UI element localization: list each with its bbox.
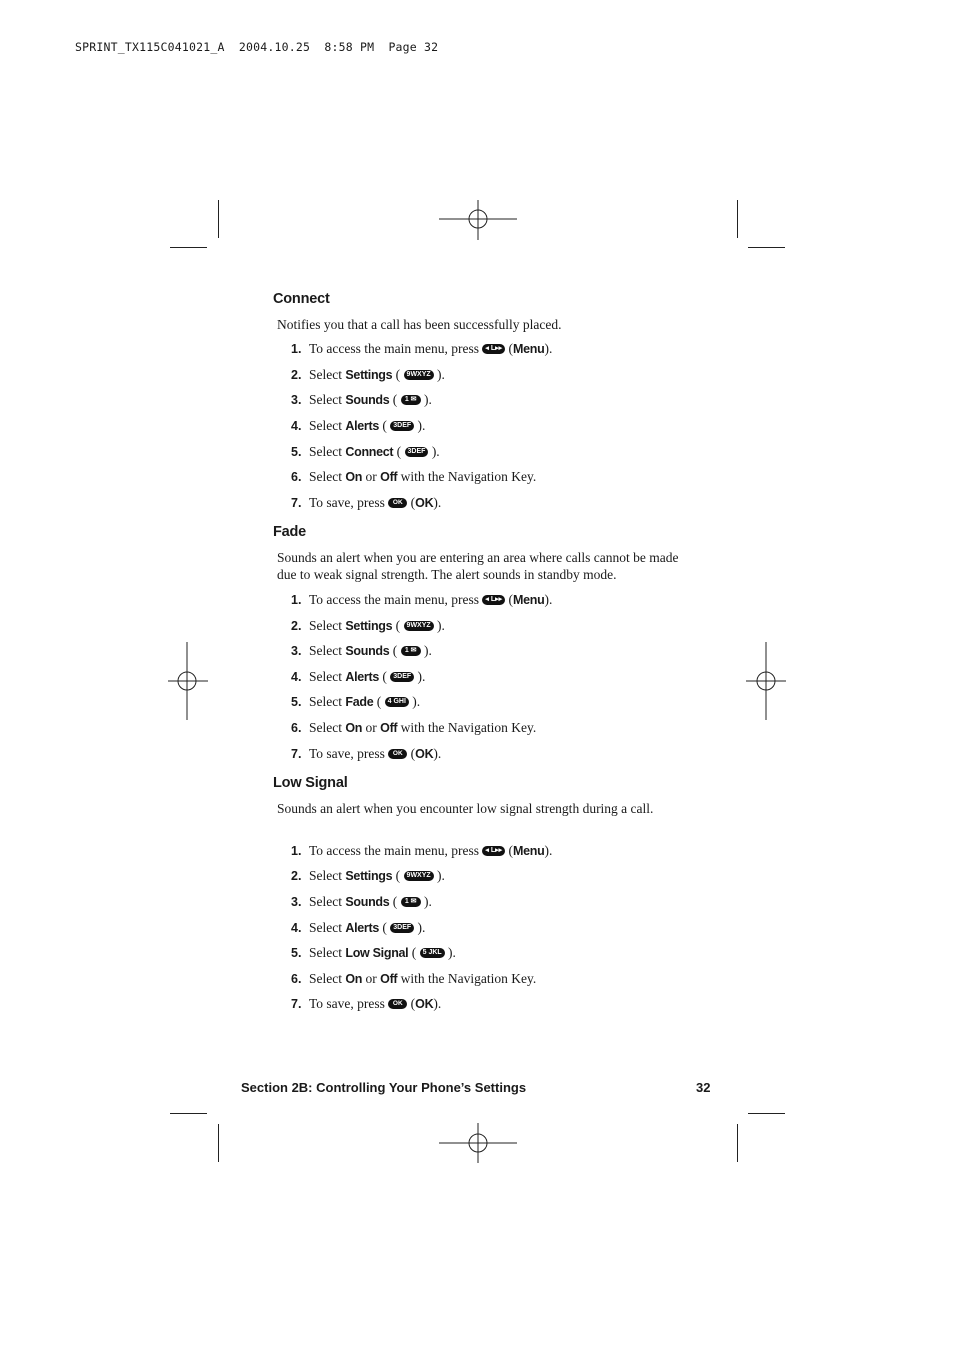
step-text: or — [362, 469, 381, 484]
instruction-step — [291, 392, 432, 408]
key-icon: 1 ✉ — [401, 646, 421, 656]
section-description: Notifies you that a call has been successfully placed. — [277, 317, 562, 332]
step-text: Select — [309, 392, 346, 407]
step-text: Select — [309, 643, 346, 658]
menu-option-label: Fade — [345, 695, 374, 709]
step-text: ). — [544, 341, 553, 356]
step-text: ). — [420, 392, 432, 407]
step-text: ( — [379, 920, 391, 935]
step-text: To access the main menu, press — [309, 341, 483, 356]
step-text: ). — [414, 418, 426, 433]
step-number: 2. — [291, 619, 302, 633]
key-icon: 3DEF — [390, 672, 414, 682]
step-text: ). — [433, 996, 442, 1011]
step-number: 7. — [291, 496, 302, 510]
softkey-label: OK — [415, 747, 434, 761]
section-heading: Connect — [273, 291, 330, 307]
step-text: or — [362, 971, 381, 986]
crop-mark — [737, 1124, 738, 1162]
step-number: 3. — [291, 393, 302, 407]
menu-option-label: Off — [380, 972, 398, 986]
registration-mark-icon — [439, 200, 517, 240]
menu-option-label: Sounds — [345, 393, 390, 407]
softkey-label: Menu — [513, 844, 545, 858]
instruction-step — [291, 669, 425, 685]
step-text: ). — [444, 945, 456, 960]
step-number: 5. — [291, 946, 302, 960]
instruction-step — [291, 367, 445, 383]
menu-option-label: Off — [380, 470, 398, 484]
menu-option-label: Settings — [345, 869, 393, 883]
menu-option-label: On — [345, 972, 363, 986]
step-text: ( — [408, 945, 420, 960]
instruction-step — [291, 720, 536, 736]
instruction-step — [291, 920, 425, 936]
step-text: ). — [544, 592, 553, 607]
step-text: ( — [505, 341, 514, 356]
step-text: Select — [309, 618, 346, 633]
step-number: 3. — [291, 644, 302, 658]
step-text: Select — [309, 418, 346, 433]
menu-option-label: On — [345, 721, 363, 735]
step-text: Select — [309, 971, 346, 986]
step-text: ). — [433, 618, 445, 633]
crop-mark — [748, 1113, 785, 1114]
step-text: To save, press — [309, 495, 389, 510]
step-text: with the Navigation Key. — [397, 720, 537, 735]
step-text: ( — [373, 694, 385, 709]
crop-mark — [170, 1113, 207, 1114]
crop-mark — [748, 247, 785, 248]
step-text: ). — [544, 843, 553, 858]
step-text: Select — [309, 868, 346, 883]
key-icon: 1 ✉ — [401, 897, 421, 907]
step-text: Select — [309, 720, 346, 735]
step-text: ( — [393, 444, 405, 459]
crop-mark — [170, 247, 207, 248]
menu-option-label: Alerts — [345, 670, 380, 684]
softkey-label: Menu — [513, 593, 545, 607]
step-text: ( — [505, 843, 514, 858]
instruction-step — [291, 418, 425, 434]
menu-option-label: On — [345, 470, 363, 484]
step-text: ( — [407, 746, 416, 761]
step-number: 1. — [291, 593, 302, 607]
instruction-step — [291, 996, 441, 1012]
step-number: 2. — [291, 869, 302, 883]
step-text: ( — [407, 996, 416, 1011]
step-number: 6. — [291, 470, 302, 484]
step-number: 4. — [291, 921, 302, 935]
registration-mark-icon — [168, 642, 208, 720]
registration-mark-icon — [439, 1123, 517, 1163]
step-text: Select — [309, 469, 346, 484]
step-text: To access the main menu, press — [309, 843, 483, 858]
page-number: 32 — [696, 1080, 711, 1095]
key-icon: ◂ L▸▸ — [482, 595, 505, 605]
instruction-step — [291, 618, 445, 634]
instruction-step — [291, 469, 536, 485]
step-text: ). — [433, 746, 442, 761]
key-icon: ◂ L▸▸ — [482, 846, 505, 856]
footer-section-title: Section 2B: Controlling Your Phone’s Settings — [241, 1080, 527, 1095]
key-icon: 3DEF — [405, 447, 429, 457]
step-text: ). — [408, 694, 421, 709]
step-number: 1. — [291, 844, 302, 858]
step-text: Select — [309, 694, 346, 709]
section-heading: Fade — [273, 524, 307, 540]
menu-option-label: Sounds — [345, 644, 390, 658]
step-number: 2. — [291, 368, 302, 382]
step-text: ( — [392, 367, 404, 382]
menu-option-label: Off — [380, 721, 398, 735]
step-text: ). — [433, 495, 442, 510]
step-number: 5. — [291, 695, 302, 709]
instruction-step — [291, 592, 552, 608]
step-text: ( — [389, 643, 401, 658]
step-number: 3. — [291, 895, 302, 909]
step-text: To save, press — [309, 996, 389, 1011]
key-icon: 5 JKL — [420, 948, 445, 958]
step-text: ( — [505, 592, 514, 607]
step-text: Select — [309, 669, 346, 684]
step-number: 6. — [291, 721, 302, 735]
menu-option-label: Alerts — [345, 921, 380, 935]
section-heading: Low Signal — [273, 775, 348, 791]
step-text: ). — [414, 669, 426, 684]
menu-option-label: Connect — [345, 445, 394, 459]
step-text: ( — [392, 868, 404, 883]
step-text: To access the main menu, press — [309, 592, 483, 607]
print-slug: SPRINT_TX115C041021_A 2004.10.25 8:58 PM Page 32 — [75, 40, 439, 54]
instruction-step — [291, 495, 441, 511]
crop-mark — [737, 200, 738, 238]
crop-mark — [218, 1124, 219, 1162]
key-icon: 9WXYZ — [404, 621, 434, 631]
step-text: To save, press — [309, 746, 389, 761]
step-text: Select — [309, 367, 346, 382]
step-number: 7. — [291, 997, 302, 1011]
key-icon: 3DEF — [390, 923, 414, 933]
crop-mark — [218, 200, 219, 238]
instruction-step — [291, 444, 440, 460]
step-text: ( — [379, 418, 391, 433]
instruction-step — [291, 643, 432, 659]
key-icon: 4 GHI — [385, 697, 409, 707]
key-icon: OK — [388, 999, 407, 1009]
menu-option-label: Settings — [345, 368, 393, 382]
menu-option-label: Settings — [345, 619, 393, 633]
instruction-step — [291, 971, 536, 987]
step-text: ). — [433, 367, 445, 382]
menu-option-label: Sounds — [345, 895, 390, 909]
menu-option-label: Alerts — [345, 419, 380, 433]
step-text: Select — [309, 894, 346, 909]
step-text: ). — [428, 444, 440, 459]
section-description: Sounds an alert when you are entering an area where calls cannot be made due to weak signal strength. The alert sounds in standby mode. — [277, 550, 679, 582]
step-number: 4. — [291, 670, 302, 684]
menu-option-label: Low Signal — [345, 946, 409, 960]
softkey-label: OK — [415, 496, 434, 510]
step-text: with the Navigation Key. — [397, 469, 537, 484]
key-icon: 9WXYZ — [404, 370, 434, 380]
key-icon: 9WXYZ — [404, 871, 434, 881]
instruction-step — [291, 868, 445, 884]
step-text: ). — [420, 894, 432, 909]
step-text: ( — [407, 495, 416, 510]
step-number: 1. — [291, 342, 302, 356]
section-description: Sounds an alert when you encounter low signal strength during a call. — [277, 801, 654, 816]
instruction-step — [291, 341, 552, 357]
step-text: ( — [389, 894, 401, 909]
step-text: ( — [389, 392, 401, 407]
step-number: 4. — [291, 419, 302, 433]
step-text: ). — [433, 868, 445, 883]
key-icon: OK — [388, 749, 407, 759]
step-text: or — [362, 720, 381, 735]
instruction-step — [291, 894, 432, 910]
key-icon: ◂ L▸▸ — [482, 344, 505, 354]
instruction-step — [291, 843, 552, 859]
instruction-step — [291, 746, 441, 762]
softkey-label: Menu — [513, 342, 545, 356]
instruction-step — [291, 945, 456, 961]
step-number: 6. — [291, 972, 302, 986]
registration-mark-icon — [746, 642, 786, 720]
step-text: Select — [309, 920, 346, 935]
instruction-step — [291, 694, 420, 710]
step-text: with the Navigation Key. — [397, 971, 537, 986]
step-text: Select — [309, 945, 346, 960]
key-icon: 3DEF — [390, 421, 414, 431]
step-text: ). — [420, 643, 432, 658]
softkey-label: OK — [415, 997, 434, 1011]
key-icon: OK — [388, 498, 407, 508]
step-text: ( — [379, 669, 391, 684]
step-text: ( — [392, 618, 404, 633]
key-icon: 1 ✉ — [401, 395, 421, 405]
step-text: ). — [414, 920, 426, 935]
step-number: 7. — [291, 747, 302, 761]
step-text: Select — [309, 444, 346, 459]
step-number: 5. — [291, 445, 302, 459]
